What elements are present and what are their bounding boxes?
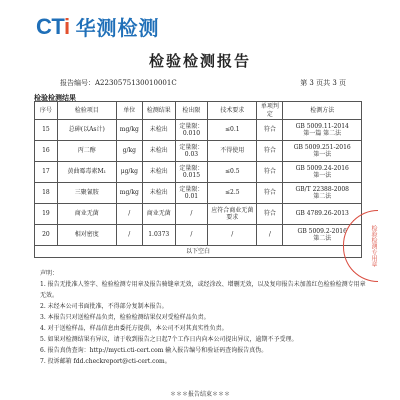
table-cell: 商业无菌 <box>57 204 116 225</box>
table-footer-row <box>35 246 362 258</box>
table-cell: 未检出 <box>142 162 175 183</box>
table-cell: 不得使用 <box>208 141 257 162</box>
table-cell: / <box>257 225 283 246</box>
table-cell: 符合 <box>257 120 283 141</box>
col-header: 检测方法 <box>283 102 362 120</box>
table-footer: 以下空白 <box>35 246 362 258</box>
report-number: 报告编号：A2230575130010001C <box>60 79 177 87</box>
table-cell: / <box>116 225 142 246</box>
table-cell: 未检出 <box>142 141 175 162</box>
table-row <box>35 141 362 162</box>
table-cell: 未检出 <box>142 183 175 204</box>
table-cell: ≤0.5 <box>208 162 257 183</box>
table-cell: 1.0373 <box>142 225 175 246</box>
table-cell: 符合 <box>257 162 283 183</box>
results-table <box>34 101 362 258</box>
table-cell: 18 <box>35 183 58 204</box>
note-item: 5. 如果对检测结果有异议，请于收到报告之日起7个工作日内向本公司提出异议，逾期不予受理。 <box>40 336 298 343</box>
brand-logo <box>36 12 160 41</box>
table-cell: / <box>175 204 208 225</box>
table-cell: GB 5009.2-2016 第二法 <box>283 225 362 246</box>
table-cell: 定量限： 0.01 <box>175 183 208 204</box>
notes-section <box>40 268 370 367</box>
section-title: 检验检测结果 <box>34 93 76 102</box>
page-indicator: 第 3 页共 3 页 <box>300 79 346 87</box>
col-header: 检验项目 <box>57 102 116 120</box>
report-meta <box>60 78 346 88</box>
table-row <box>35 225 362 246</box>
table-cell: 20 <box>35 225 58 246</box>
table-cell: GB 5009.251-2016 第一法 <box>283 141 362 162</box>
table-cell: mg/kg <box>116 120 142 141</box>
note-item: 7. 投诉邮箱 fdd.checkreport@cti-cert.com。 <box>40 358 171 365</box>
table-cell: 应符合商业无菌 要求 <box>208 204 257 225</box>
col-header: 单位 <box>116 102 142 120</box>
col-header: 序号 <box>35 102 58 120</box>
note-item: 1. 报告无批准人签字、检验检测专用章及报告骑缝章无效，或经涂改、增删无效，以及复印报告未加盖红色检验检测专用章无效。 <box>40 281 366 299</box>
table-cell: 总砷(以As计) <box>57 120 116 141</box>
brand-name: 华测检测 <box>75 16 160 40</box>
table-cell: / <box>208 225 257 246</box>
col-header: 单项判定 <box>257 102 283 120</box>
table-cell: μg/kg <box>116 162 142 183</box>
table-cell: 15 <box>35 120 58 141</box>
table-row <box>35 120 362 141</box>
col-header: 检测结果 <box>142 102 175 120</box>
table-cell: 19 <box>35 204 58 225</box>
table-cell: / <box>175 225 208 246</box>
table-cell: 黄曲霉毒素M₁ <box>57 162 116 183</box>
table-cell: 丙二醇 <box>57 141 116 162</box>
cti-logo-mark: CTi <box>36 13 70 39</box>
table-cell: 三聚氰胺 <box>57 183 116 204</box>
table-header-row <box>35 102 362 120</box>
table-cell: ≤2.5 <box>208 183 257 204</box>
notes-heading: 声明： <box>40 270 59 277</box>
table-cell: g/kg <box>116 141 142 162</box>
table-cell: mg/kg <box>116 183 142 204</box>
table-cell: 符合 <box>257 183 283 204</box>
table-cell: 定量限： 0.010 <box>175 120 208 141</box>
table-row <box>35 162 362 183</box>
table-cell: 17 <box>35 162 58 183</box>
note-item: 3. 本报告只对送检样品负责，检验检测结果仅对受检样品负责。 <box>40 314 210 321</box>
table-cell: 符合 <box>257 204 283 225</box>
seal-stamp: 检验检测专用章 <box>343 210 378 282</box>
table-cell: 定量限： 0.03 <box>175 141 208 162</box>
note-item: 4. 对于送检样品，样品信息由委托方提供，本公司不对其真实性负责。 <box>40 325 228 332</box>
table-cell: 相对密度 <box>57 225 116 246</box>
table-cell: 16 <box>35 141 58 162</box>
table-cell: GB 5009.11-2014 第一篇 第二法 <box>283 120 362 141</box>
table-row <box>35 204 362 225</box>
table-cell: GB 4789.26-2013 <box>283 204 362 225</box>
table-cell: ≤0.1 <box>208 120 257 141</box>
col-header: 检出限 <box>175 102 208 120</box>
table-cell: 未检出 <box>142 120 175 141</box>
table-cell: 商业无菌 <box>142 204 175 225</box>
table-cell: 符合 <box>257 141 283 162</box>
note-item: 6. 报告真伪查询：http://mycti.cti-cert.com 输入报告编号和验证码查询报告真伪。 <box>40 347 268 354</box>
report-end: ＊＊＊报告结束＊＊＊ <box>169 391 230 398</box>
table-cell: GB 5009.24-2016 第一法 <box>283 162 362 183</box>
note-item: 2. 未经本公司书面批准，不得部分复制本报告。 <box>40 303 168 310</box>
table-cell: 定量限： 0.015 <box>175 162 208 183</box>
table-cell: GB/T 22388-2008 第二法 <box>283 183 362 204</box>
table-cell: / <box>116 204 142 225</box>
report-title: 检验检测报告 <box>148 52 251 70</box>
col-header: 技术要求 <box>208 102 257 120</box>
table-row <box>35 183 362 204</box>
